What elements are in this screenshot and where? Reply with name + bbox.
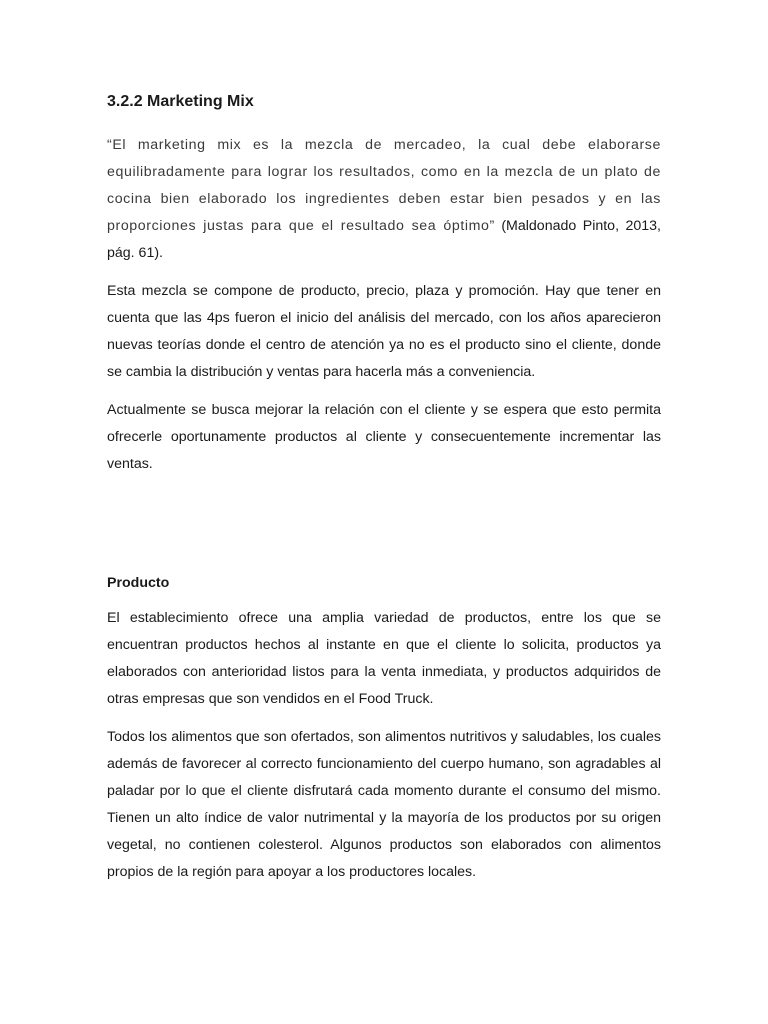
section-heading: 3.2.2 Marketing Mix — [107, 93, 254, 110]
paragraph-alimentos: Todos los alimentos que son ofertados, son alimentos nutritivos y saludables, los cuales además de favorecer al correcto funcionamiento del cuerpo humano, son agradables al paladar por lo que el cliente disfrutará cada momento durante el consumo del mismo. Tienen un alto índice de valor nutrimental y la mayoría de los productos por su origen vegetal, no contienen colesterol. Algunos productos son elaborados con alimentos propios de la región para apoyar a los productores locales. — [107, 729, 661, 880]
document-page — [107, 90, 661, 897]
quote-paragraph — [107, 132, 661, 267]
quote-citation: (Maldonado Pinto, 2013, pág. 61). — [107, 218, 661, 261]
section-spacer — [107, 489, 661, 571]
paragraph-relacion-cliente: Actualmente se busca mejorar la relación con el cliente y se espera que esto permita ofrecerle oportunamente productos al cliente y consecuentemente incrementar las ventas. — [107, 402, 661, 472]
quote-text: “El marketing mix es la mezcla de mercadeo, la cual debe elaborarse equilibradamente para lograr los resultados, como en la mezcla de un plato de cocina bien elaborado los ingredientes deben estar bien pesados y en las proporciones justas para que el resultado sea óptimo” — [107, 137, 661, 234]
paragraph-establecimiento: El establecimiento ofrece una amplia variedad de productos, entre los que se encuentran productos hechos al instante en que el cliente lo solicita, productos ya elaborados con anterioridad listos para la venta inmediata, y productos adquiridos de otras empresas que son vendidos en el Food Truck. — [107, 610, 661, 707]
paragraph-4ps: Esta mezcla se compone de producto, precio, plaza y promoción. Hay que tener en cuenta que las 4ps fueron el inicio del análisis del mercado, con los años aparecieron nuevas teorías donde el centro de atención ya no es el producto sino el cliente, donde se cambia la distribución y ventas para hacerla más a conveniencia. — [107, 283, 661, 380]
producto-heading: Producto — [107, 575, 170, 591]
